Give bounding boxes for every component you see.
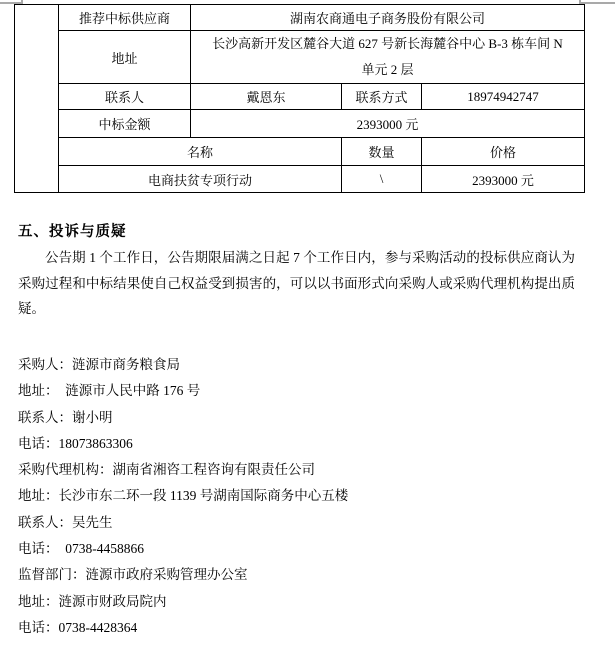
contact-person-value-cell: 戴恩东: [191, 84, 342, 110]
agency-phone-line: 电话： 0738-4458866: [18, 541, 144, 557]
contact-info-block: [18, 352, 578, 641]
agency-address-line: 地址：长沙市东二环一段 1139 号湖南国际商务中心五楼: [18, 488, 349, 504]
item-price-header-cell: 价格: [422, 138, 585, 166]
table-row: [15, 31, 585, 84]
item-qty-cell: \: [342, 166, 422, 193]
agency-contact-line: 联系人：吴先生: [18, 514, 113, 530]
supervision-address-line: 地址：涟源市财政局院内: [18, 593, 167, 609]
item-price-cell: 2393000 元: [422, 166, 585, 193]
table-row: [15, 5, 585, 31]
index-column-cell: [15, 5, 59, 193]
agency-line: 采购代理机构：湖南省湘咨工程咨询有限责任公司: [18, 462, 315, 478]
address-label-cell: 地址: [59, 31, 191, 84]
item-name-header-cell: 名称: [59, 138, 342, 166]
item-qty-header-cell: 数量: [342, 138, 422, 166]
supervision-phone-line: 电话：0738-4428364: [18, 619, 138, 635]
table-row: [15, 138, 585, 166]
address-value-cell: [191, 31, 585, 84]
item-name-cell: 电商扶贫专项行动: [59, 166, 342, 193]
supplier-value-cell: 湖南农商通电子商务股份有限公司: [191, 5, 585, 31]
address-line-2: 单元 2 层: [361, 62, 414, 77]
complaint-paragraph: 公告期 1 个工作日，公告期限届满之日起 7 个工作日内，参与采购活动的投标供应商认为采购过程和中标结果使自己权益受到损害的，可以以书面形式向采购人或采购代理机构提出质疑。: [18, 250, 575, 316]
contact-method-label-cell: 联系方式: [342, 84, 422, 110]
award-amount-value-cell: 2393000 元: [191, 110, 585, 138]
section-heading: 五、投诉与质疑: [18, 224, 127, 240]
purchaser-phone-line: 电话：18073863306: [18, 435, 133, 451]
award-amount-label-cell: 中标金额: [59, 110, 191, 138]
table-row: [15, 110, 585, 138]
supervision-dept-line: 监督部门：涟源市政府采购管理办公室: [18, 567, 248, 583]
supplier-label-cell: 推荐中标供应商: [59, 5, 191, 31]
award-result-table: [14, 4, 585, 193]
contact-person-label-cell: 联系人: [59, 84, 191, 110]
table-row: [15, 166, 585, 193]
purchaser-address-line: 地址： 涟源市人民中路 176 号: [18, 383, 201, 399]
contact-method-value-cell: 18974942747: [422, 84, 585, 110]
table-row: [15, 84, 585, 110]
purchaser-contact-line: 联系人：谢小明: [18, 409, 113, 425]
purchaser-line: 采购人：涟源市商务粮食局: [18, 357, 180, 372]
address-line-1: 长沙高新开发区麓谷大道 627 号新长海麓谷中心 B-3 栋车间 N: [212, 36, 563, 51]
